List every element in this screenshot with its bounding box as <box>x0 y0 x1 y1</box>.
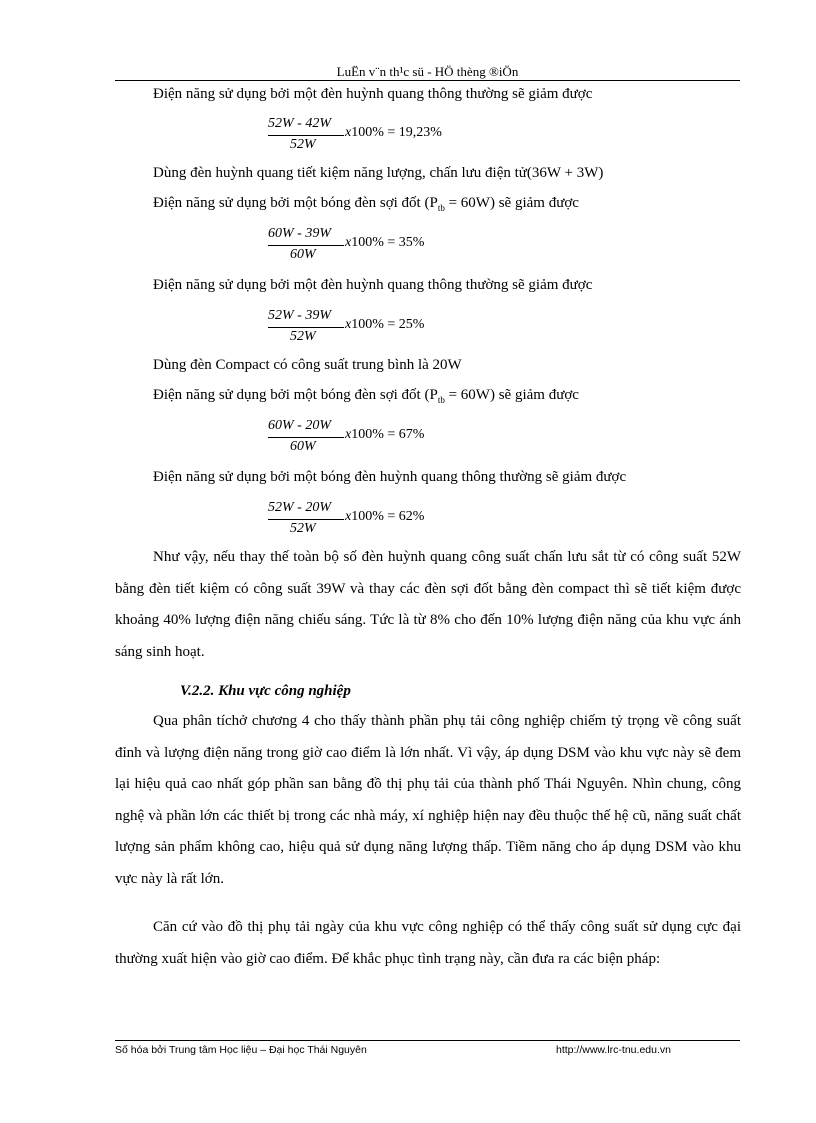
formula-result: x100% = 62% <box>345 509 425 524</box>
formula-result: x100% = 19,23% <box>345 125 442 140</box>
paragraph-measures: Căn cứ vào đồ thị phụ tải ngày của khu vực công nghiệp có thể thấy công suất sử dụng cực đại thường xuất hiện vào giờ cao điểm. Để khắc phục tình trạng này, cần đưa ra các biện pháp: <box>115 919 741 967</box>
formula-denominator: 52W <box>290 137 316 152</box>
formula-denominator: 52W <box>290 521 316 536</box>
fraction-bar <box>268 245 344 246</box>
paragraph-summary: Như vậy, nếu thay thế toàn bộ số đèn huỳnh quang công suất chấn lưu sắt từ có công suất 52W bằng đèn tiết kiệm có công suất 39W và thay các đèn sợi đốt bằng đèn compact thì sẽ tiết kiệm được khoảng 40% lượng điện năng chiếu sáng. Tức là từ 8% cho đến 10% lượng điện năng của khu vực ánh sáng sinh hoạt. <box>115 549 741 660</box>
formula-numerator: 60W - 39W <box>268 226 331 241</box>
text-line: Dùng đèn Compact có công suất trung bình là 20W <box>153 357 462 373</box>
fraction-bar <box>268 437 344 438</box>
fraction-bar <box>268 135 344 136</box>
formula-result: x100% = 35% <box>345 235 425 250</box>
text-line: Điện năng sử dụng bởi một đèn huỳnh quang thông thường sẽ giảm được <box>153 277 593 293</box>
text-line: Điện năng sử dụng bởi một bóng đèn sợi đốt $(P_{tb} = 60W)$ sẽ giảm được <box>153 195 579 213</box>
footer-url: http://www.lrc-tnu.edu.vn <box>556 1044 671 1056</box>
formula-denominator: 60W <box>290 439 316 454</box>
fraction-bar <box>268 327 344 328</box>
text-line: Điện năng sử dụng bởi một đèn huỳnh quang thông thường sẽ giảm được <box>153 86 593 102</box>
text-line: Dùng đèn huỳnh quang tiết kiệm năng lượng, chấn lưu điện tử(36W + 3W) <box>153 165 604 181</box>
fraction-bar <box>268 519 344 520</box>
formula-numerator: 60W - 20W <box>268 418 331 433</box>
paragraph-industrial: Qua phân tíchở chương 4 cho thấy thành phần phụ tải công nghiệp chiếm tỷ trọng về công suất đỉnh và lượng điện năng trong giờ cao điểm là lớn nhất. Vì vậy, áp dụng DSM vào khu vực này sẽ đem lại hiệu quả cao nhất góp phần san bằng đồ thị phụ tải của thành phố Thái Nguyên. Nhìn chung, công nghệ và phần lớn các thiết bị trong các nhà máy, xí nghiệp hiện nay đều thuộc thế hệ cũ, năng suất chất lượng sản phẩm không cao, hiệu quả sử dụng năng lượng thấp. Tiềm năng cho áp dụng DSM vào khu vực này là rất lớn. <box>115 713 741 887</box>
page-header-title: LuËn v¨n th¹c sü - HÖ thèng ®iÖn <box>336 64 519 79</box>
formula-result: x100% = 67% <box>345 427 425 442</box>
formula-numerator: 52W - 42W <box>268 116 331 131</box>
formula-numerator: 52W - 20W <box>268 500 331 515</box>
formula-denominator: 60W <box>290 247 316 262</box>
section-heading: V.2.2. Khu vực công nghiệp <box>180 683 351 699</box>
formula-denominator: 52W <box>290 329 316 344</box>
header-rule <box>115 80 740 81</box>
text-line: Điện năng sử dụng bởi một bóng đèn huỳnh quang thông thường sẽ giảm được <box>153 469 627 485</box>
text-line: Điện năng sử dụng bởi một bóng đèn sợi đốt $(P_{tb} = 60W)$ sẽ giảm được <box>153 387 579 405</box>
footer-source: Số hóa bởi Trung tâm Học liệu – Đại học Thái Nguyên <box>115 1044 367 1056</box>
formula-result: x100% = 25% <box>345 317 425 332</box>
footer-rule <box>115 1040 740 1041</box>
formula-numerator: 52W - 39W <box>268 308 331 323</box>
